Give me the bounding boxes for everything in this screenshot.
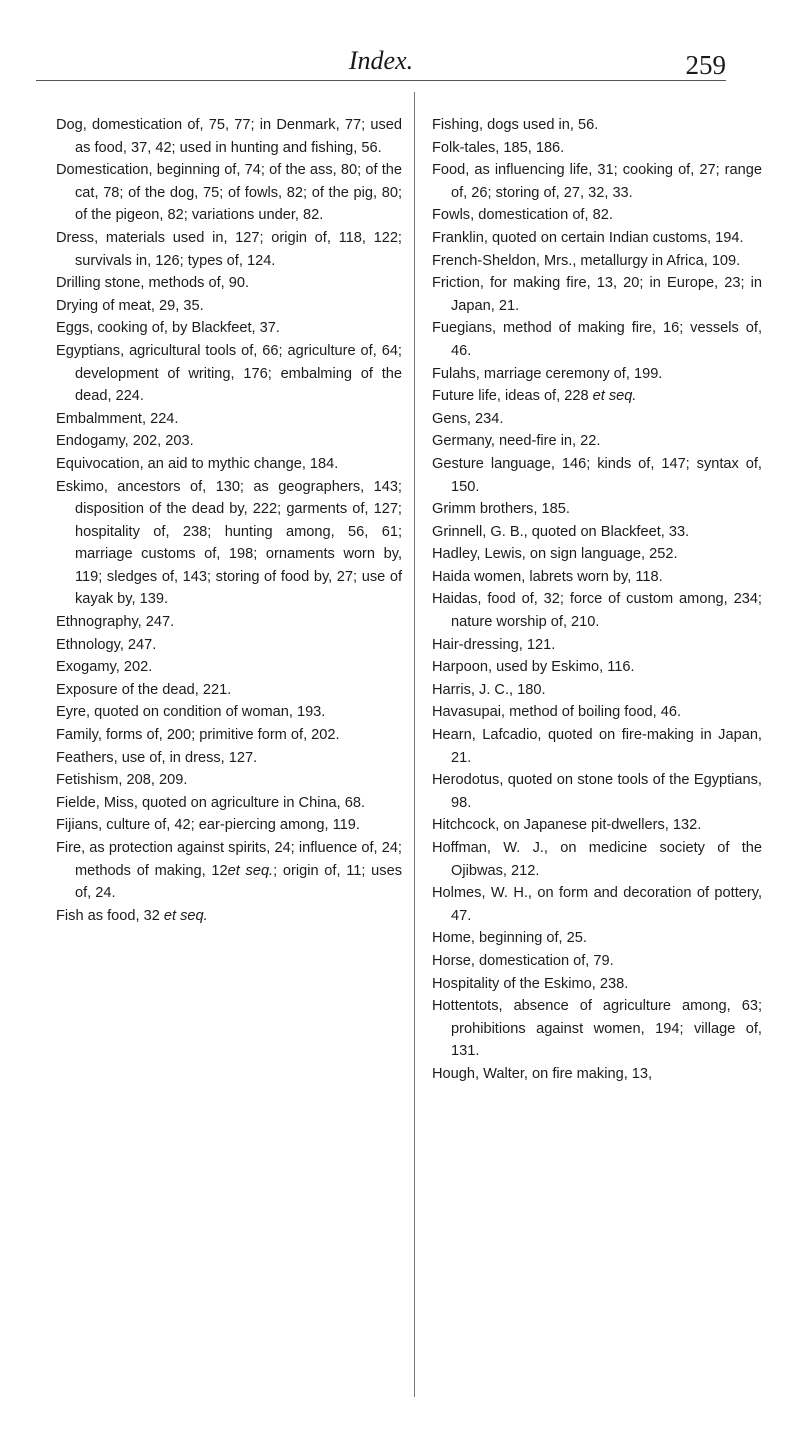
index-entry <box>56 476 402 612</box>
index-entry-text: Horse, domestication of, 79. <box>432 952 614 969</box>
index-entry-text: Havasupai, method of boiling food, 46. <box>432 704 682 721</box>
index-entry <box>432 679 762 702</box>
index-entry <box>56 814 402 837</box>
index-entry-italic: et seq. <box>163 907 208 924</box>
index-entry-text: Fijians, culture of, 42; ear-piercing among, 119. <box>56 817 360 834</box>
index-entry-text: Hottentots, absence of agriculture among, 63; prohibitions against women, 194; village of, 131. <box>432 998 762 1060</box>
index-entry <box>432 408 762 431</box>
index-entry <box>432 114 762 137</box>
index-entry <box>432 137 762 160</box>
index-entry-text: Holmes, W. H., on form and decoration of pottery, 47. <box>432 885 762 924</box>
index-entry <box>432 159 762 204</box>
index-entry <box>56 905 402 928</box>
index-entry-text: Dog, domestication of, 75, 77; in Denmark, 77; used as food, 37, 42; used in hunting and fishing, 56. <box>56 117 402 156</box>
index-entry <box>432 453 762 498</box>
index-entry-text: Drying of meat, 29, 35. <box>56 297 204 314</box>
index-entry-text: Gesture language, 146; kinds of, 147; syntax of, 150. <box>432 455 762 495</box>
index-entry <box>56 701 402 724</box>
index-entry-text: Dress, materials used in, 127; origin of, 118, 122; survivals in, 126; types of, 124. <box>56 229 402 269</box>
index-entry-text: Fowls, domestication of, 82. <box>432 207 613 224</box>
index-entry <box>432 272 762 317</box>
index-entry <box>56 408 402 431</box>
index-entry-text: Haidas, food of, 32; force of custom among, 234; nature worship of, 210. <box>432 591 762 631</box>
index-entry <box>56 453 402 476</box>
index-entry-text: Feathers, use of, in dress, 127. <box>56 749 258 766</box>
page-number: 259 <box>685 50 726 80</box>
index-column-left <box>56 114 402 927</box>
index-entry <box>56 340 402 408</box>
index-entry-text: Grimm brothers, 185. <box>432 501 570 518</box>
column-divider <box>414 92 415 1397</box>
index-entry-text: Endogamy, 202, 203. <box>56 433 194 450</box>
index-entry <box>56 724 402 747</box>
index-entry <box>432 317 762 362</box>
index-entry-text: Herodotus, quoted on stone tools of the Egyptians, 98. <box>432 772 762 811</box>
index-entry-text: Exogamy, 202. <box>56 659 153 676</box>
index-entry <box>56 159 402 227</box>
index-entry <box>432 498 762 521</box>
index-entry <box>432 588 762 633</box>
running-title: Index. <box>348 46 414 75</box>
index-entry <box>432 227 762 250</box>
index-entry-text: Germany, need-fire in, 22. <box>432 433 601 450</box>
index-entry <box>56 634 402 657</box>
index-entry <box>56 272 402 295</box>
index-entry-text: Hair-dressing, 121. <box>432 636 556 653</box>
index-entry-text: Franklin, quoted on certain Indian customs, 194. <box>432 229 744 246</box>
index-entry <box>432 701 762 724</box>
index-entry <box>56 430 402 453</box>
index-entry-italic: et seq. <box>592 388 637 405</box>
index-entry-text: Embalmment, 224. <box>56 410 179 427</box>
index-entry-text: Hadley, Lewis, on sign language, 252. <box>432 546 678 563</box>
index-entry-italic: et seq. <box>227 862 274 879</box>
index-entry-text: Fetishism, 208, 209. <box>56 772 188 789</box>
index-entry-text: Hitchcock, on Japanese pit-dwellers, 132. <box>432 817 702 834</box>
index-entry <box>56 769 402 792</box>
index-entry-text: Fulahs, marriage ceremony of, 199. <box>432 365 663 382</box>
index-entry-text-after: ; origin of, 11; uses of, 24. <box>75 862 403 902</box>
index-entry-text: Hearn, Lafcadio, quoted on fire-making in Japan, 21. <box>432 727 762 766</box>
index-entry-text: Hospitality of the Eskimo, 238. <box>432 975 629 992</box>
index-entry-text: Fish as food, 32 <box>56 907 164 924</box>
index-entry-text: Gens, 234. <box>432 410 504 427</box>
index-entry <box>56 792 402 815</box>
index-entry-text: Harris, J. C., 180. <box>432 681 546 698</box>
index-entry-text: French-Sheldon, Mrs., metallurgy in Africa, 109. <box>432 252 741 269</box>
index-entry-text: Hoffman, W. J., on medicine society of the Ojibwas, 212. <box>432 840 762 879</box>
index-entry-text: Folk-tales, 185, 186. <box>432 139 565 156</box>
index-entry-text: Friction, for making fire, 13, 20; in Europe, 23; in Japan, 21. <box>432 275 762 314</box>
index-entry-text: Fielde, Miss, quoted on agriculture in China, 68. <box>56 794 366 811</box>
index-entry-text: Eskimo, ancestors of, 130; as geographers, 143; disposition of the dead by, 222; garments of, 127; hospitality of, 238; hunting among, 56, 61; marriage customs of, 198; ornaments worn by, 119; sledges of, 143; storing of food by, 27; use of kayak by, 139. <box>56 478 402 608</box>
index-entry <box>56 747 402 770</box>
index-entry-text: Exposure of the dead, 221. <box>56 681 232 698</box>
index-entry-text: Drilling stone, methods of, 90. <box>56 275 250 292</box>
index-entry <box>432 566 762 589</box>
index-entry <box>56 227 402 272</box>
index-entry <box>432 656 762 679</box>
index-entry-text: Grinnell, G. B., quoted on Blackfeet, 33. <box>432 523 690 540</box>
index-entry <box>56 611 402 634</box>
index-entry <box>56 837 402 905</box>
index-entry-text: Food, as influencing life, 31; cooking of, 27; range of, 26; storing of, 27, 32, 33. <box>432 162 762 201</box>
index-column-right <box>432 114 762 1086</box>
index-entry <box>56 114 402 159</box>
index-entry-text: Eggs, cooking of, by Blackfeet, 37. <box>56 320 280 337</box>
index-entry-text: Hough, Walter, on fire making, 13, <box>432 1065 653 1082</box>
index-entry <box>432 769 762 814</box>
index-entry <box>432 250 762 273</box>
index-entry <box>432 950 762 973</box>
index-entry-text: Fire, as protection against spirits, 24; influence of, 24; methods of making, 12 <box>56 840 402 879</box>
index-entry-text: Ethnography, 247. <box>56 614 175 631</box>
index-entry-text: Equivocation, an aid to mythic change, 184. <box>56 455 339 472</box>
index-entry <box>432 204 762 227</box>
index-entry <box>432 973 762 996</box>
index-entry <box>432 927 762 950</box>
index-entry-text: Harpoon, used by Eskimo, 116. <box>432 659 635 676</box>
index-entry-text: Fuegians, method of making fire, 16; vessels of, 46. <box>432 320 762 359</box>
index-entry-text: Future life, ideas of, 228 <box>432 388 593 405</box>
index-entry <box>432 995 762 1063</box>
index-entry <box>56 656 402 679</box>
index-entry <box>432 882 762 927</box>
index-entry-text: Haida women, labrets worn by, 118. <box>432 568 663 585</box>
index-entry-text: Fishing, dogs used in, 56. <box>432 117 599 133</box>
running-header <box>36 40 726 81</box>
index-entry <box>56 679 402 702</box>
index-entry <box>432 837 762 882</box>
index-entry <box>432 724 762 769</box>
index-entry <box>432 1063 762 1086</box>
index-entry <box>432 634 762 657</box>
index-entry <box>432 430 762 453</box>
index-entry-text: Home, beginning of, 25. <box>432 930 587 947</box>
index-entry <box>432 543 762 566</box>
index-entry <box>432 521 762 544</box>
index-entry <box>432 814 762 837</box>
index-entry <box>432 363 762 386</box>
index-entry-text: Family, forms of, 200; primitive form of, 202. <box>56 727 340 744</box>
index-entry-text: Domestication, beginning of, 74; of the ass, 80; of the cat, 78; of the dog, 75; of fowls, 82; of the pig, 80; of the pigeon, 82; variations under, 82. <box>56 162 402 224</box>
index-entry-text: Egyptians, agricultural tools of, 66; agriculture of, 64; development of writing, 176; embalming of the dead, 224. <box>56 342 402 405</box>
index-entry <box>56 317 402 340</box>
index-entry-text: Eyre, quoted on condition of woman, 193. <box>56 704 326 721</box>
index-entry <box>56 295 402 318</box>
index-entry <box>432 385 762 408</box>
index-entry-text: Ethnology, 247. <box>56 636 157 653</box>
